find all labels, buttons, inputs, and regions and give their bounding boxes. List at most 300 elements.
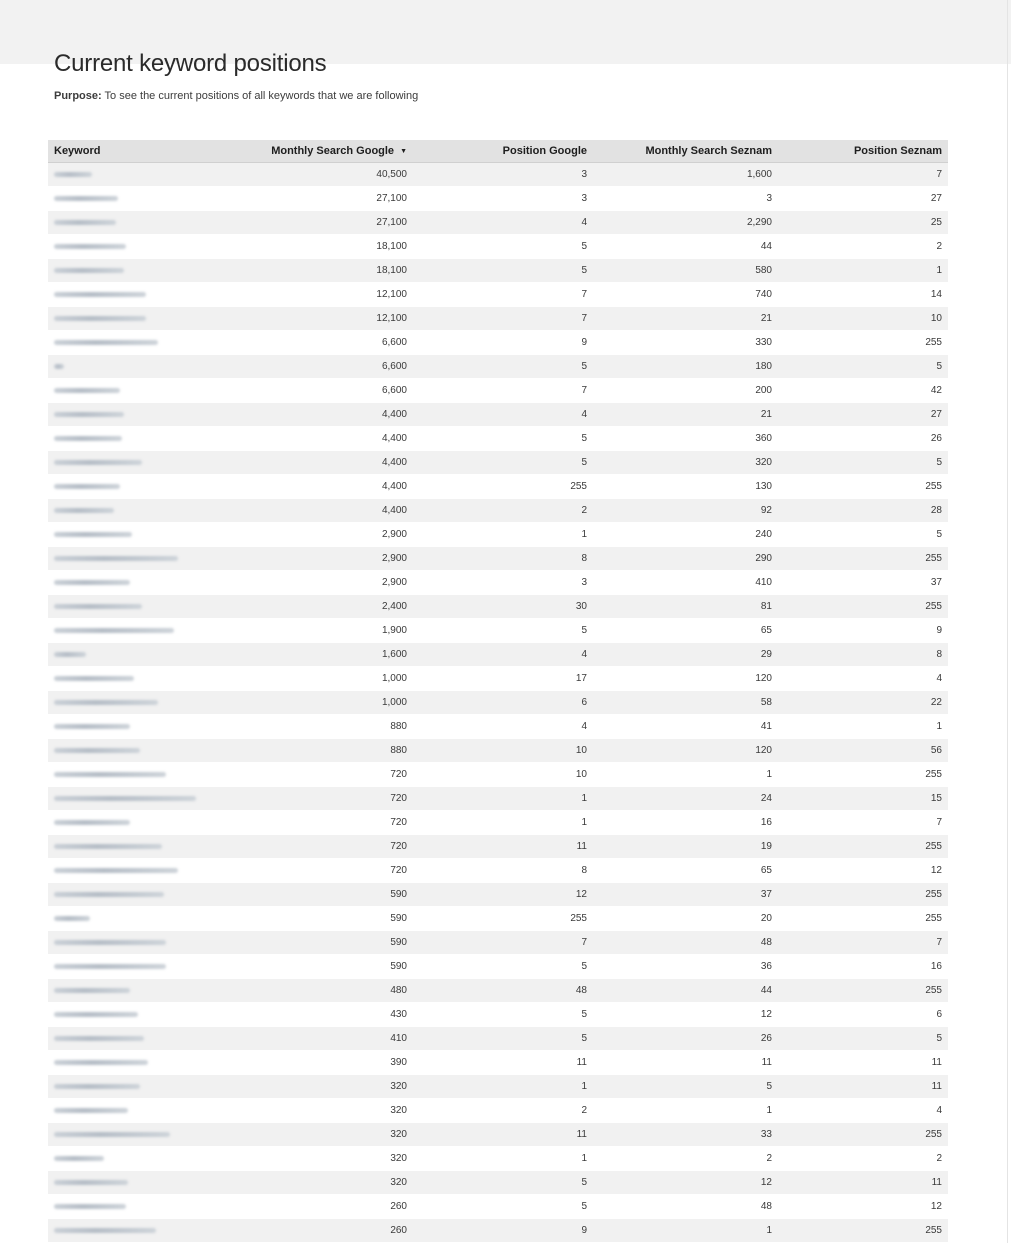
position-seznam-cell: 15 [778,787,948,811]
table-row [48,835,948,859]
redacted-keyword [54,532,132,537]
redacted-keyword [54,172,92,177]
table-row [48,1171,948,1195]
monthly-search-seznam-cell: 3 [593,187,778,211]
monthly-search-seznam-cell: 20 [593,907,778,931]
keyword-cell [48,691,248,715]
keyword-cell [48,355,248,379]
redacted-keyword [54,652,86,657]
table-row [48,475,948,499]
monthly-search-google-cell: 2,900 [248,547,413,571]
keyword-cell [48,595,248,619]
table-row [48,643,948,667]
monthly-search-google-cell: 6,600 [248,331,413,355]
position-seznam-cell: 255 [778,475,948,499]
column-header-position-google-label: Position Google [502,145,587,157]
position-google-cell: 7 [413,307,593,331]
position-google-cell: 30 [413,595,593,619]
position-seznam-cell: 255 [778,595,948,619]
keyword-cell [48,379,248,403]
redacted-keyword [54,1156,104,1161]
monthly-search-seznam-cell: 320 [593,451,778,475]
keyword-cell [48,163,248,187]
position-seznam-cell: 255 [778,547,948,571]
monthly-search-seznam-cell: 180 [593,355,778,379]
monthly-search-google-cell: 720 [248,811,413,835]
table-row [48,163,948,187]
keyword-cell [48,739,248,763]
table-row [48,283,948,307]
position-seznam-cell: 255 [778,883,948,907]
monthly-search-google-cell: 720 [248,787,413,811]
redacted-keyword [54,604,142,609]
monthly-search-seznam-cell: 120 [593,667,778,691]
keyword-cell [48,619,248,643]
position-seznam-cell: 42 [778,379,948,403]
keyword-cell [48,331,248,355]
position-seznam-cell: 9 [778,619,948,643]
position-seznam-cell: 12 [778,859,948,883]
position-seznam-cell: 255 [778,763,948,787]
position-google-cell: 5 [413,259,593,283]
redacted-keyword [54,388,120,393]
position-seznam-cell: 255 [778,907,948,931]
redacted-keyword [54,772,166,777]
table-row [48,883,948,907]
keyword-cell [48,787,248,811]
position-seznam-cell: 255 [778,331,948,355]
monthly-search-seznam-cell: 19 [593,835,778,859]
table-row [48,1195,948,1219]
position-google-cell: 5 [413,235,593,259]
position-google-cell: 10 [413,739,593,763]
position-google-cell: 9 [413,1219,593,1243]
purpose-label: Purpose: [54,90,102,102]
position-google-cell: 5 [413,1195,593,1219]
redacted-keyword [54,292,146,297]
table-row [48,955,948,979]
monthly-search-google-cell: 430 [248,1003,413,1027]
column-header-monthly-search-google[interactable] [248,140,413,163]
monthly-search-google-cell: 27,100 [248,211,413,235]
monthly-search-google-cell: 880 [248,715,413,739]
keyword-cell [48,667,248,691]
keyword-cell [48,307,248,331]
keyword-cell [48,523,248,547]
keyword-cell [48,283,248,307]
monthly-search-seznam-cell: 200 [593,379,778,403]
keyword-positions-table [48,140,948,1243]
table-row [48,1003,948,1027]
keyword-cell [48,1099,248,1123]
position-seznam-cell: 7 [778,811,948,835]
monthly-search-google-cell: 2,900 [248,523,413,547]
position-google-cell: 8 [413,859,593,883]
redacted-keyword [54,892,164,897]
table-row [48,403,948,427]
position-google-cell: 3 [413,187,593,211]
table-row [48,859,948,883]
purpose-text: To see the current positions of all keywords that we are following [101,90,419,102]
redacted-keyword [54,196,118,201]
keyword-cell [48,1219,248,1243]
position-google-cell: 255 [413,907,593,931]
monthly-search-google-cell: 720 [248,859,413,883]
position-google-cell: 2 [413,1099,593,1123]
position-google-cell: 9 [413,331,593,355]
table-row [48,379,948,403]
position-seznam-cell: 7 [778,163,948,187]
table-row [48,187,948,211]
keyword-cell [48,931,248,955]
redacted-keyword [54,1108,128,1113]
monthly-search-seznam-cell: 740 [593,283,778,307]
table-row [48,979,948,1003]
redacted-keyword [54,1060,148,1065]
monthly-search-seznam-cell: 16 [593,811,778,835]
position-google-cell: 5 [413,1171,593,1195]
table-row [48,523,948,547]
keyword-cell [48,1147,248,1171]
monthly-search-google-cell: 2,400 [248,595,413,619]
redacted-keyword [54,940,166,945]
keyword-cell [48,715,248,739]
redacted-keyword [54,676,134,681]
keyword-cell [48,955,248,979]
table-row [48,931,948,955]
table-row [48,667,948,691]
redacted-keyword [54,1180,128,1185]
keyword-cell [48,907,248,931]
monthly-search-google-cell: 320 [248,1171,413,1195]
table-row [48,1051,948,1075]
column-header-keyword[interactable] [48,140,248,163]
monthly-search-seznam-cell: 1 [593,1099,778,1123]
monthly-search-google-cell: 40,500 [248,163,413,187]
monthly-search-google-cell: 4,400 [248,451,413,475]
table-row [48,211,948,235]
monthly-search-google-cell: 18,100 [248,235,413,259]
keyword-cell [48,547,248,571]
monthly-search-google-cell: 12,100 [248,283,413,307]
keyword-cell [48,451,248,475]
monthly-search-seznam-cell: 33 [593,1123,778,1147]
position-seznam-cell: 7 [778,931,948,955]
monthly-search-seznam-cell: 21 [593,307,778,331]
report-title: Current keyword positions [54,50,327,77]
table-row [48,763,948,787]
table-row [48,547,948,571]
keyword-cell [48,403,248,427]
position-google-cell: 11 [413,1051,593,1075]
column-header-monthly-search-google-label: Monthly Search Google [271,145,395,157]
monthly-search-seznam-cell: 44 [593,979,778,1003]
table-row [48,235,948,259]
redacted-keyword [54,1228,156,1233]
position-seznam-cell: 26 [778,427,948,451]
keyword-cell [48,763,248,787]
monthly-search-google-cell: 260 [248,1219,413,1243]
monthly-search-google-cell: 410 [248,1027,413,1051]
monthly-search-seznam-cell: 58 [593,691,778,715]
monthly-search-seznam-cell: 65 [593,859,778,883]
redacted-keyword [54,460,142,465]
table-row [48,1123,948,1147]
monthly-search-seznam-cell: 92 [593,499,778,523]
keyword-cell [48,427,248,451]
monthly-search-google-cell: 12,100 [248,307,413,331]
redacted-keyword [54,1012,138,1017]
column-header-keyword-label: Keyword [54,145,101,157]
position-google-cell: 1 [413,523,593,547]
redacted-keyword [54,988,130,993]
redacted-keyword [54,724,130,729]
position-google-cell: 5 [413,355,593,379]
table-row [48,1147,948,1171]
monthly-search-seznam-cell: 29 [593,643,778,667]
position-seznam-cell: 2 [778,1147,948,1171]
table-row [48,355,948,379]
redacted-keyword [54,1084,140,1089]
monthly-search-google-cell: 1,000 [248,667,413,691]
position-google-cell: 1 [413,1147,593,1171]
table-row [48,427,948,451]
position-google-cell: 1 [413,787,593,811]
monthly-search-seznam-cell: 37 [593,883,778,907]
position-google-cell: 4 [413,643,593,667]
keyword-cell [48,1003,248,1027]
keyword-cell [48,811,248,835]
monthly-search-google-cell: 880 [248,739,413,763]
table-row [48,499,948,523]
position-google-cell: 3 [413,163,593,187]
table-row [48,691,948,715]
position-google-cell: 17 [413,667,593,691]
redacted-keyword [54,748,140,753]
monthly-search-google-cell: 590 [248,931,413,955]
position-google-cell: 2 [413,499,593,523]
keyword-cell [48,235,248,259]
position-seznam-cell: 28 [778,499,948,523]
table-row [48,811,948,835]
redacted-keyword [54,436,122,441]
position-google-cell: 5 [413,619,593,643]
keyword-cell [48,1075,248,1099]
monthly-search-seznam-cell: 24 [593,787,778,811]
monthly-search-google-cell: 6,600 [248,379,413,403]
keyword-cell [48,187,248,211]
position-seznam-cell: 5 [778,451,948,475]
keyword-cell [48,835,248,859]
column-header-monthly-search-seznam[interactable] [593,140,778,163]
redacted-keyword [54,556,178,561]
monthly-search-seznam-cell: 11 [593,1051,778,1075]
position-google-cell: 12 [413,883,593,907]
column-header-monthly-search-seznam-label: Monthly Search Seznam [645,145,772,157]
position-google-cell: 7 [413,931,593,955]
redacted-keyword [54,1132,170,1137]
monthly-search-google-cell: 320 [248,1147,413,1171]
keyword-cell [48,499,248,523]
position-google-cell: 5 [413,955,593,979]
redacted-keyword [54,220,116,225]
keyword-cell [48,1123,248,1147]
redacted-keyword [54,508,114,513]
monthly-search-seznam-cell: 48 [593,931,778,955]
redacted-keyword [54,628,174,633]
table-row [48,715,948,739]
monthly-search-google-cell: 18,100 [248,259,413,283]
position-seznam-cell: 5 [778,355,948,379]
position-google-cell: 4 [413,403,593,427]
redacted-keyword [54,316,146,321]
table-row [48,259,948,283]
monthly-search-google-cell: 390 [248,1051,413,1075]
redacted-keyword [54,268,124,273]
monthly-search-google-cell: 1,900 [248,619,413,643]
monthly-search-seznam-cell: 41 [593,715,778,739]
position-google-cell: 10 [413,763,593,787]
redacted-keyword [54,1204,126,1209]
table-row [48,1027,948,1051]
redacted-keyword [54,964,166,969]
position-google-cell: 6 [413,691,593,715]
monthly-search-google-cell: 27,100 [248,187,413,211]
position-seznam-cell: 255 [778,835,948,859]
keyword-cell [48,1051,248,1075]
position-google-cell: 255 [413,475,593,499]
position-google-cell: 7 [413,379,593,403]
table-row [48,1219,948,1243]
redacted-keyword [54,1036,144,1041]
monthly-search-seznam-cell: 130 [593,475,778,499]
sort-descending-icon[interactable]: ▼ [400,148,407,155]
monthly-search-google-cell: 320 [248,1099,413,1123]
redacted-keyword [54,916,90,921]
monthly-search-seznam-cell: 5 [593,1075,778,1099]
monthly-search-seznam-cell: 2 [593,1147,778,1171]
table-row [48,907,948,931]
position-seznam-cell: 14 [778,283,948,307]
table-row [48,331,948,355]
monthly-search-google-cell: 4,400 [248,403,413,427]
position-seznam-cell: 5 [778,1027,948,1051]
position-google-cell: 4 [413,715,593,739]
position-seznam-cell: 255 [778,1123,948,1147]
monthly-search-google-cell: 4,400 [248,427,413,451]
position-seznam-cell: 255 [778,979,948,1003]
monthly-search-google-cell: 2,900 [248,571,413,595]
column-header-position-seznam-label: Position Seznam [853,145,942,157]
monthly-search-seznam-cell: 120 [593,739,778,763]
position-seznam-cell: 56 [778,739,948,763]
monthly-search-seznam-cell: 1 [593,763,778,787]
position-seznam-cell: 37 [778,571,948,595]
position-seznam-cell: 11 [778,1171,948,1195]
position-google-cell: 5 [413,1003,593,1027]
keyword-cell [48,883,248,907]
monthly-search-seznam-cell: 65 [593,619,778,643]
monthly-search-google-cell: 4,400 [248,475,413,499]
monthly-search-seznam-cell: 1,600 [593,163,778,187]
table-row [48,619,948,643]
table-row [48,787,948,811]
position-seznam-cell: 1 [778,259,948,283]
position-google-cell: 1 [413,1075,593,1099]
monthly-search-seznam-cell: 330 [593,331,778,355]
position-seznam-cell: 5 [778,523,948,547]
keyword-cell [48,643,248,667]
monthly-search-seznam-cell: 21 [593,403,778,427]
monthly-search-seznam-cell: 12 [593,1003,778,1027]
table-row [48,739,948,763]
keyword-cell [48,211,248,235]
table-row [48,595,948,619]
monthly-search-seznam-cell: 36 [593,955,778,979]
redacted-keyword [54,700,158,705]
position-seznam-cell: 10 [778,307,948,331]
keyword-cell [48,571,248,595]
monthly-search-seznam-cell: 44 [593,235,778,259]
monthly-search-seznam-cell: 360 [593,427,778,451]
redacted-keyword [54,484,120,489]
keyword-cell [48,475,248,499]
monthly-search-seznam-cell: 240 [593,523,778,547]
monthly-search-google-cell: 320 [248,1123,413,1147]
redacted-keyword [54,580,130,585]
column-header-position-google[interactable] [413,140,593,163]
monthly-search-seznam-cell: 410 [593,571,778,595]
position-seznam-cell: 11 [778,1075,948,1099]
position-seznam-cell: 16 [778,955,948,979]
monthly-search-seznam-cell: 48 [593,1195,778,1219]
column-header-position-seznam[interactable] [778,140,948,163]
redacted-keyword [54,820,130,825]
monthly-search-google-cell: 260 [248,1195,413,1219]
position-google-cell: 8 [413,547,593,571]
monthly-search-google-cell: 4,400 [248,499,413,523]
keyword-cell [48,259,248,283]
table-row [48,1099,948,1123]
table-header-row [48,140,948,163]
position-seznam-cell: 12 [778,1195,948,1219]
position-seznam-cell: 6 [778,1003,948,1027]
redacted-keyword [54,364,64,369]
monthly-search-seznam-cell: 1 [593,1219,778,1243]
table-body [48,163,948,1243]
monthly-search-google-cell: 1,000 [248,691,413,715]
position-seznam-cell: 1 [778,715,948,739]
position-google-cell: 4 [413,211,593,235]
position-google-cell: 11 [413,835,593,859]
position-google-cell: 5 [413,1027,593,1051]
keyword-cell [48,1027,248,1051]
monthly-search-google-cell: 320 [248,1075,413,1099]
monthly-search-google-cell: 590 [248,907,413,931]
keyword-cell [48,979,248,1003]
table-row [48,1075,948,1099]
position-google-cell: 1 [413,811,593,835]
position-seznam-cell: 22 [778,691,948,715]
redacted-keyword [54,868,178,873]
position-seznam-cell: 2 [778,235,948,259]
monthly-search-seznam-cell: 580 [593,259,778,283]
page-edge-divider [1007,0,1008,1243]
position-seznam-cell: 8 [778,643,948,667]
monthly-search-google-cell: 1,600 [248,643,413,667]
redacted-keyword [54,244,126,249]
report-purpose [54,90,418,102]
